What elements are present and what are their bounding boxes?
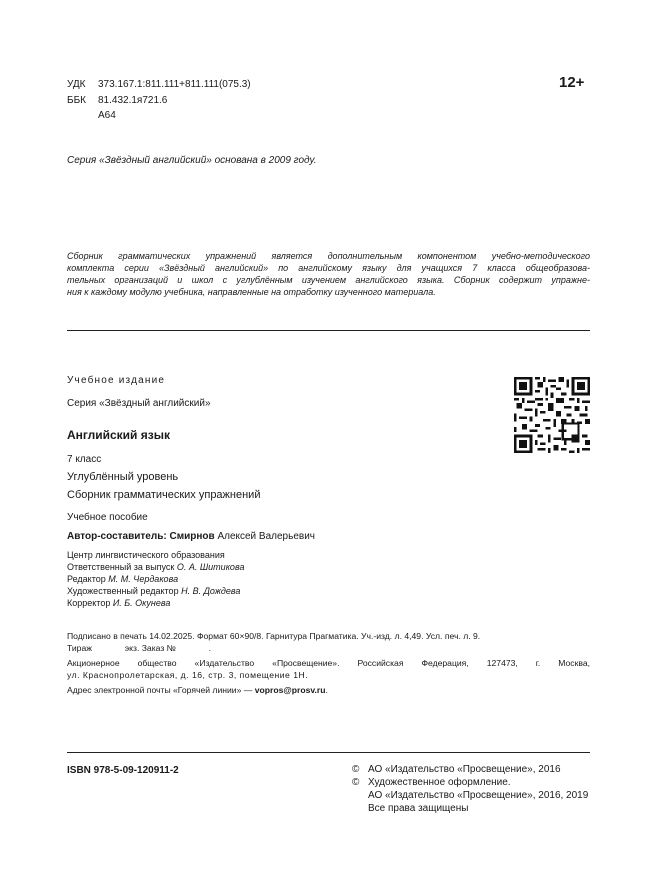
subtitle: Сборник грамматических упражнений [67,489,261,501]
annotation-line: тельных организаций и школ с углублённым изучением английского языка. Сборник содержит упражне- [67,275,590,285]
divider [67,330,590,331]
copyright [352,763,588,815]
annotation-line: ния к каждому модулю учебника, направленные на отработку изученного материала. [67,287,436,297]
editor-name: М. М. Чердакова [108,574,179,584]
edition-kind: Учебное пособие [67,512,148,523]
hotline-dot: . [325,685,328,695]
series-note: Серия «Звёздный английский» основана в 2009 году. [67,155,317,166]
proofreader-label: Корректор [67,598,111,608]
author-name: Алексей Валерьевич [217,531,315,542]
isbn: ISBN 978-5-09-120911-2 [67,765,179,776]
copyright-line [352,776,588,789]
responsible-label: Ответственный за выпуск [67,562,175,572]
credits-center: Центр лингвистического образования [67,550,225,560]
hotline-email[interactable]: vopros@prosv.ru [254,685,326,695]
bbk-line [67,94,168,107]
copyright-symbol: © [352,764,360,775]
grade: 7 класс [67,454,102,465]
book-title: Английский язык [67,428,170,442]
print-info-line: Подписано в печать 14.02.2025. Формат 60×90/8. Гарнитура Прагматика. Уч.-изд. л. 4,49. Усл. печ. л. 9. [67,631,481,641]
proofreader-name: И. Б. Окунева [112,598,171,608]
udk-value: 373.167.1:811.111+811.111(075.3) [98,79,251,90]
copyright-line [352,763,588,776]
art-editor-label: Художественный редактор [67,586,179,596]
author-surname: Смирнов [169,531,215,542]
copyright-text: Художественное оформление. [368,777,511,788]
bbk-label: ББК [67,95,86,106]
udk-label: УДК [67,79,86,90]
publisher-line: Акционерное общество «Издательство «Просвещение». Российская Федерация, 127473, г. Москва, [67,658,590,668]
print-run-line [67,642,211,654]
author-line [67,530,315,543]
edition-series: Серия «Звёздный английский» [67,398,211,409]
editor-label: Редактор [67,574,106,584]
copyright-text: Все права защищены [368,803,469,814]
hotline-line [67,684,328,696]
print-run-dot: . [208,643,212,653]
author-mark: А64 [98,110,116,121]
age-rating: 12+ [559,74,585,91]
copyright-symbol: © [352,777,360,788]
divider [67,752,590,753]
hotline-label: Адрес электронной почты «Горячей линии» — [67,685,253,695]
qr-code [514,377,590,453]
credits [67,549,244,609]
credits-art-editor [67,585,244,597]
publisher-line: ул. Краснопролетарская, д. 16, стр. 3, помещение 1Н. [67,670,309,680]
annotation [67,250,590,298]
copies-order-label: экз. Заказ № [124,643,176,653]
art-editor-name: Н. В. Дождева [181,586,241,596]
udk-line [67,78,251,91]
credits-responsible [67,561,244,573]
annotation-line: Сборник грамматических упражнений является дополнительным компонентом учебно-методического [67,251,590,261]
credits-proofreader [67,597,244,609]
bbk-value: 81.432.1я721.6 [98,95,168,106]
author-label: Автор-составитель: [67,531,167,542]
edition-type: Учебное издание [67,375,166,386]
publisher [67,657,590,681]
credits-editor [67,573,244,585]
responsible-name: О. А. Шитикова [176,562,245,572]
tirazh-label: Тираж [67,643,92,653]
annotation-line: комплекта серии «Звёздный английский» по английскому языку для учащихся 7 класса общеобразова- [67,263,590,273]
copyright-text: АО «Издательство «Просвещение», 2016, 2019 [368,790,589,801]
copyright-text: АО «Издательство «Просвещение», 2016 [368,764,561,775]
level: Углублённый уровень [67,471,179,483]
